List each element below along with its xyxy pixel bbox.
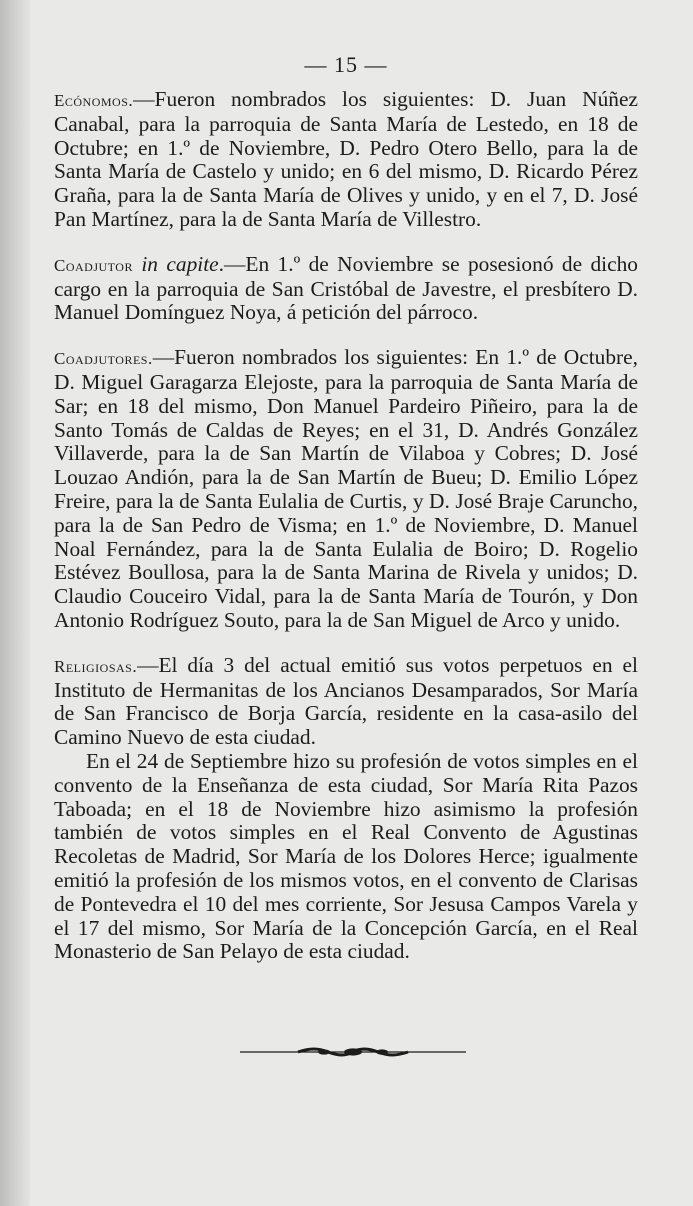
text-economos: —Fueron nombrados los siguientes: D. Juan Núñez Canabal, para la parroquia de Santa María de Lestedo, en 18 de Octubre; en 1.º de Noviembre, D. Pedro Otero Bello, para la de Santa María de Castelo y unido; en 6 del mismo, D. Ricardo Pérez Graña, para la de Santa María de Olives y unido, y en el 7, D. José Pan Martínez, para la de Santa María de Villestro. (54, 87, 638, 231)
section-coadjutores (54, 346, 638, 633)
document-page (54, 52, 638, 985)
paragraph-religiosas (54, 654, 638, 750)
paragraph-coadjutores (54, 346, 638, 633)
ornament-divider-icon (240, 1045, 466, 1059)
paragraph-religiosas-2: En el 24 de Septiembre hizo su profesión de votos simples en el convento de la Enseñanza de esta ciudad, Sor María Rita Pazos Taboada; en el 18 de Noviembre hizo asimismo la profesión también de votos simples en el Real Convento de Agustinas Recoletas de Madrid, Sor María de los Dolores Herce; igualmente emitió la profesión de los mismos votos, en el convento de Clarisas de Pontevedra el 10 del mes corriente, Sor Jesusa Campos Varela y el 17 del mismo, Sor María de la Concepción García, en el Real Monasterio de San Pelayo de esta ciudad. (54, 748, 638, 964)
paragraph-coadjutor (54, 253, 638, 325)
page-number: — 15 — (304, 52, 388, 77)
paragraph-economos (54, 88, 638, 232)
heading-economos: Ecónomos. (54, 91, 134, 110)
book-binding-edge (0, 0, 30, 1206)
text-coadjutores: —Fueron nombrados los siguientes: En 1.º de Octubre, D. Miguel Garagarza Elejoste, para la parroquia de Santa María de Sar; en 18 del mismo, Don Manuel Pardeiro Piñeiro, para la de Santo Tomás de Caldas de Reyes; en el 31, D. Andrés González Villaverde, para la de San Martín de Vilaboa y Cobres; D. José Louzao Andión, para la de San Martín de Bueu; D. Emilio López Freire, para la de Santa Eulalia de Curtis, y D. José Braje Caruncho, para la de San Pedro de Visma; en 1.º de Noviembre, D. Manuel Noal Fernández, para la de Santa Eulalia de Boiro; D. Rogelio Estévez Boullosa, para la de Santa Marina de Rivela y unidos; D. Claudio Couceiro Vidal, para la de Santa María de Tourón, y Don Antonio Rodríguez Souto, para la de San Miguel de Arco y unido. (54, 345, 638, 632)
text-coadjutor: .—En 1.º de Noviembre se posesionó de dicho cargo en la parroquia de San Cristóbal de Javestre, el presbítero D. Manuel Domínguez Noya, á petición del párroco. (54, 251, 638, 325)
section-religiosas (54, 654, 638, 964)
section-economos (54, 88, 638, 232)
heading-religiosas: Religiosas. (54, 656, 138, 676)
heading-coadjutor: Coadjutor (54, 255, 133, 275)
section-coadjutor (54, 253, 638, 325)
heading-coadjutor-italic: in capite (141, 251, 219, 276)
text-religiosas: —El día 3 del actual emitió sus votos perpetuos en el Instituto de Hermanitas de los Ancianos Desamparados, Sor María de San Francisco de Borja García, residente en la casa-asilo del Camino Nuevo de esta ciudad. (54, 652, 638, 750)
heading-coadjutores: Coadjutores. (54, 349, 153, 369)
